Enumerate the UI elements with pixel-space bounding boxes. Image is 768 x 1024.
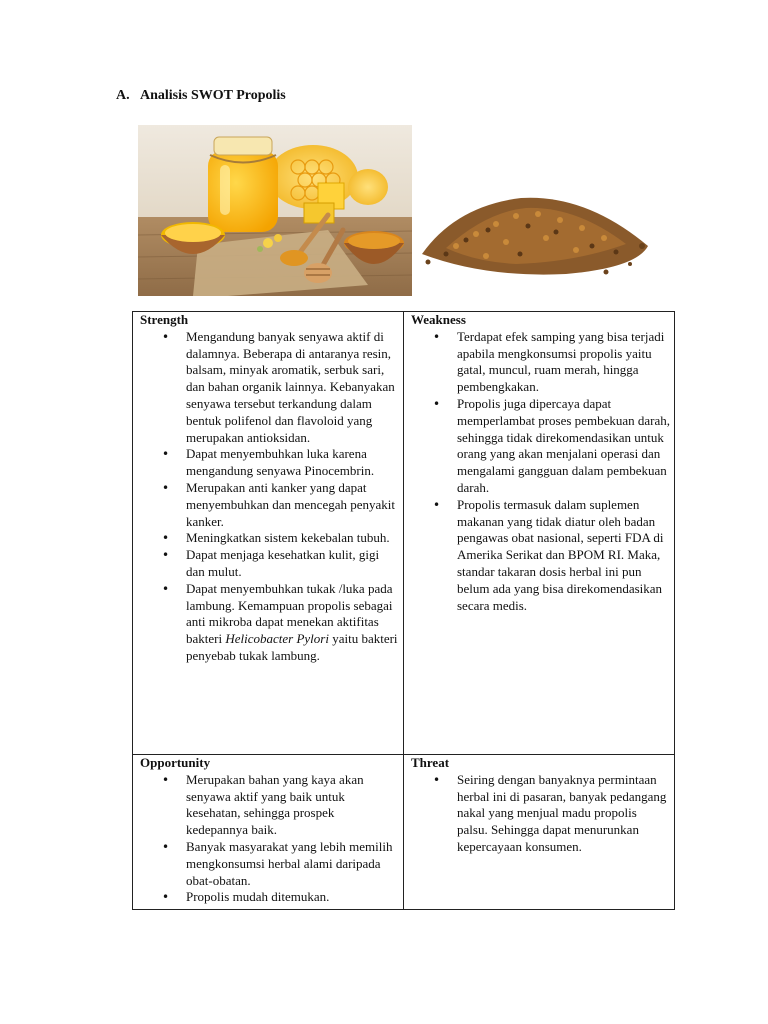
list-item: • Dapat menjaga kesehatkan kulit, gigi dan mulut. — [186, 547, 399, 581]
list-item-text: Dapat menyembuhkan tukak /luka pada lambung. Kemampuan propolis sebagai anti mikroba dapat menekan aktifitas bakteri — [186, 580, 393, 647]
list-item — [186, 581, 399, 665]
strength-cell — [133, 312, 404, 755]
weakness-title: Weakness — [411, 312, 466, 327]
list-item: • Merupakan bahan yang kaya akan senyawa aktif yang baik untuk kesehatan, sehingga prospek kedepannya baik. — [186, 772, 399, 839]
honey-propolis-photo — [138, 125, 412, 296]
strength-list — [140, 329, 399, 665]
swot-row-bottom — [133, 755, 675, 910]
list-item: • Meningkatkan sistem kekebalan tubuh. — [186, 530, 399, 547]
weakness-cell — [404, 312, 675, 755]
list-item-text: yaitu bakteri penyebab tukak lambung. — [186, 631, 398, 663]
opportunity-list — [140, 772, 399, 906]
list-item: • Propolis termasuk dalam suplemen makanan yang tidak diatur oleh badan pengawas obat nasional, seperti FDA di Amerika Serikat dan BPOM RI. Maka, standar takaran dosis herbal ini pun belum ada yang bisa direkomendasikan secara medis. — [457, 497, 670, 615]
opportunity-title: Opportunity — [140, 755, 211, 770]
italic-bacteria-name: Helicobacter Pylori — [225, 631, 329, 647]
list-item: • Banyak masyarakat yang lebih memilih mengkonsumsi herbal alami daripada obat-obatan. — [186, 839, 399, 889]
list-item: • Mengandung banyak senyawa aktif di dalamnya. Beberapa di antaranya resin, balsam, minyak aromatik, serbuk sari, dan bahan organik lainnya. Kebanyakan senyawa tersebut terkandung dalam bentuk polifenol dan flavoloid yang merupakan antioksidan. — [186, 329, 399, 447]
swot-row-top — [133, 312, 675, 755]
list-item: • Propolis mudah ditemukan. — [186, 889, 399, 906]
list-item: • Dapat menyembuhkan luka karena mengandung senyawa Pinocembrin. — [186, 446, 399, 480]
section-heading — [116, 88, 286, 104]
threat-cell — [404, 755, 675, 910]
opportunity-cell — [133, 755, 404, 910]
list-item: • Merupakan anti kanker yang dapat menyembuhkan dan mencegah penyakit kanker. — [186, 480, 399, 530]
threat-title: Threat — [411, 755, 450, 770]
swot-table — [132, 311, 675, 910]
list-item: • Seiring dengan banyaknya permintaan herbal ini di pasaran, banyak pedangang nakal yang menjual madu propolis palsu. Sehingga dapat menurunkan kepercayaan konsumen. — [457, 772, 670, 856]
strength-title: Strength — [140, 312, 189, 327]
section-letter: A. — [116, 88, 130, 103]
threat-list — [411, 772, 670, 856]
bee-pollen-photo — [416, 176, 656, 286]
section-title: Analisis SWOT Propolis — [140, 88, 286, 103]
list-item: • Terdapat efek samping yang bisa terjadi apabila mengkonsumsi propolis yaitu gatal, muncul, ruam merah, hingga pembengkakan. — [457, 329, 670, 396]
list-item: • Propolis juga dipercaya dapat memperlambat proses pembekuan darah, sehingga tidak direkomendasikan untuk orang yang akan menjalani operasi dan mengalami gangguan dalam pembekuan darah. — [457, 396, 670, 497]
weakness-list — [411, 329, 670, 615]
